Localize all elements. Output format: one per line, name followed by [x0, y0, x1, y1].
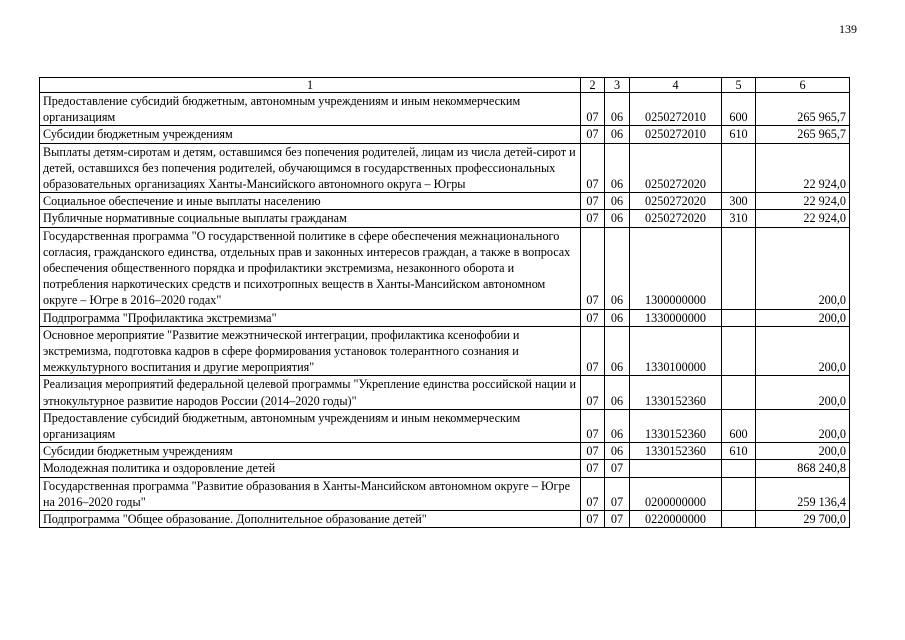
row-name-cell: Предоставление субсидий бюджетным, автономным учреждениям и иным некоммерческим организациям — [40, 409, 581, 442]
row-expense-type-cell — [722, 326, 756, 376]
row-subsection-cell: 06 — [605, 227, 630, 309]
row-target-article-cell — [630, 460, 722, 477]
row-subsection-cell: 06 — [605, 409, 630, 442]
budget-table — [39, 77, 850, 528]
row-sum-cell: 200,0 — [756, 309, 850, 326]
row-name-cell: Основное мероприятие "Развитие межэтнической интеграции, профилактика ксенофобии и экстремизма, подготовка кадров в сфере формирования установок толерантного сознания и межкультурного воспитания и другие мероприятия" — [40, 326, 581, 376]
table-row — [40, 309, 850, 326]
row-expense-type-cell: 600 — [722, 409, 756, 442]
row-section-cell: 07 — [581, 376, 605, 409]
row-target-article-cell: 1300000000 — [630, 227, 722, 309]
row-target-article-cell: 0250272020 — [630, 143, 722, 193]
row-expense-type-cell: 610 — [722, 443, 756, 460]
row-section-cell: 07 — [581, 143, 605, 193]
row-sum-cell: 265 965,7 — [756, 126, 850, 143]
row-name-cell: Реализация мероприятий федеральной целевой программы "Укрепление единства российской нации и этнокультурное развитие народов России (2014–2020 годы)" — [40, 376, 581, 409]
row-section-cell: 07 — [581, 193, 605, 210]
row-section-cell: 07 — [581, 326, 605, 376]
row-target-article-cell: 0250272020 — [630, 210, 722, 227]
row-expense-type-cell — [722, 477, 756, 510]
row-subsection-cell: 07 — [605, 460, 630, 477]
header-cell: 1 — [40, 78, 581, 93]
row-sum-cell: 200,0 — [756, 409, 850, 442]
row-sum-cell: 22 924,0 — [756, 143, 850, 193]
row-name-cell: Подпрограмма "Профилактика экстремизма" — [40, 309, 581, 326]
row-sum-cell: 200,0 — [756, 376, 850, 409]
row-section-cell: 07 — [581, 93, 605, 126]
row-sum-cell: 259 136,4 — [756, 477, 850, 510]
row-name-cell: Молодежная политика и оздоровление детей — [40, 460, 581, 477]
row-target-article-cell: 1330152360 — [630, 443, 722, 460]
table-row — [40, 477, 850, 510]
row-expense-type-cell: 310 — [722, 210, 756, 227]
row-section-cell: 07 — [581, 477, 605, 510]
table-header-row — [40, 78, 850, 93]
row-expense-type-cell — [722, 227, 756, 309]
row-expense-type-cell — [722, 309, 756, 326]
row-section-cell: 07 — [581, 511, 605, 528]
table-row — [40, 409, 850, 442]
row-sum-cell: 22 924,0 — [756, 210, 850, 227]
table-row — [40, 210, 850, 227]
table-row — [40, 93, 850, 126]
row-name-cell: Предоставление субсидий бюджетным, автономным учреждениям и иным некоммерческим организациям — [40, 93, 581, 126]
row-section-cell: 07 — [581, 309, 605, 326]
table-row — [40, 326, 850, 376]
row-name-cell: Выплаты детям-сиротам и детям, оставшимся без попечения родителей, лицам из числа детей-сирот и детей, оставшихся без попечения родителей, обучающимся в государственных профессиональных образовательных организациях Ханты-Мансийского автономного округа – Югры — [40, 143, 581, 193]
row-sum-cell: 22 924,0 — [756, 193, 850, 210]
table-row — [40, 376, 850, 409]
row-subsection-cell: 06 — [605, 193, 630, 210]
row-expense-type-cell: 610 — [722, 126, 756, 143]
row-name-cell: Подпрограмма "Общее образование. Дополнительное образование детей" — [40, 511, 581, 528]
row-expense-type-cell: 600 — [722, 93, 756, 126]
page-number: 139 — [839, 22, 857, 36]
row-subsection-cell: 06 — [605, 443, 630, 460]
header-cell: 4 — [630, 78, 722, 93]
row-subsection-cell: 06 — [605, 326, 630, 376]
row-name-cell: Государственная программа "Развитие образования в Ханты-Мансийском автономном округе – Югре на 2016–2020 годы" — [40, 477, 581, 510]
row-target-article-cell: 0250272010 — [630, 126, 722, 143]
header-cell: 2 — [581, 78, 605, 93]
table-row — [40, 193, 850, 210]
table-row — [40, 511, 850, 528]
row-sum-cell: 200,0 — [756, 443, 850, 460]
row-target-article-cell: 0250272020 — [630, 193, 722, 210]
row-section-cell: 07 — [581, 460, 605, 477]
table-row — [40, 443, 850, 460]
header-cell: 6 — [756, 78, 850, 93]
row-section-cell: 07 — [581, 210, 605, 227]
row-subsection-cell: 06 — [605, 376, 630, 409]
row-target-article-cell: 0250272010 — [630, 93, 722, 126]
row-subsection-cell: 06 — [605, 93, 630, 126]
row-subsection-cell: 07 — [605, 511, 630, 528]
row-name-cell: Публичные нормативные социальные выплаты гражданам — [40, 210, 581, 227]
row-sum-cell: 29 700,0 — [756, 511, 850, 528]
row-subsection-cell: 06 — [605, 126, 630, 143]
table-row — [40, 227, 850, 309]
row-section-cell: 07 — [581, 227, 605, 309]
row-target-article-cell: 1330152360 — [630, 376, 722, 409]
row-target-article-cell: 0200000000 — [630, 477, 722, 510]
table-row — [40, 126, 850, 143]
row-sum-cell: 868 240,8 — [756, 460, 850, 477]
header-cell: 5 — [722, 78, 756, 93]
row-subsection-cell: 06 — [605, 210, 630, 227]
row-sum-cell: 200,0 — [756, 326, 850, 376]
header-cell: 3 — [605, 78, 630, 93]
row-target-article-cell: 0220000000 — [630, 511, 722, 528]
row-target-article-cell: 1330100000 — [630, 326, 722, 376]
row-section-cell: 07 — [581, 409, 605, 442]
row-expense-type-cell — [722, 376, 756, 409]
row-target-article-cell: 1330000000 — [630, 309, 722, 326]
row-name-cell: Субсидии бюджетным учреждениям — [40, 443, 581, 460]
row-section-cell: 07 — [581, 443, 605, 460]
row-expense-type-cell — [722, 460, 756, 477]
row-subsection-cell: 07 — [605, 477, 630, 510]
row-name-cell: Социальное обеспечение и иные выплаты населению — [40, 193, 581, 210]
row-target-article-cell: 1330152360 — [630, 409, 722, 442]
row-name-cell: Государственная программа "О государственной политике в сфере обеспечения межнационального согласия, гражданского единства, отдельных прав и законных интересов граждан, а также в вопросах обеспечения общественного порядка и профилактики экстремизма, незаконного оборота и потребления наркотических средств и психотропных веществ в Ханты-Мансийском автономном округе – Югре в 2016–2020 годах" — [40, 227, 581, 309]
table-row — [40, 460, 850, 477]
row-name-cell: Субсидии бюджетным учреждениям — [40, 126, 581, 143]
row-sum-cell: 200,0 — [756, 227, 850, 309]
row-expense-type-cell — [722, 511, 756, 528]
table-row — [40, 143, 850, 193]
row-expense-type-cell: 300 — [722, 193, 756, 210]
row-expense-type-cell — [722, 143, 756, 193]
row-subsection-cell: 06 — [605, 143, 630, 193]
row-subsection-cell: 06 — [605, 309, 630, 326]
row-sum-cell: 265 965,7 — [756, 93, 850, 126]
row-section-cell: 07 — [581, 126, 605, 143]
